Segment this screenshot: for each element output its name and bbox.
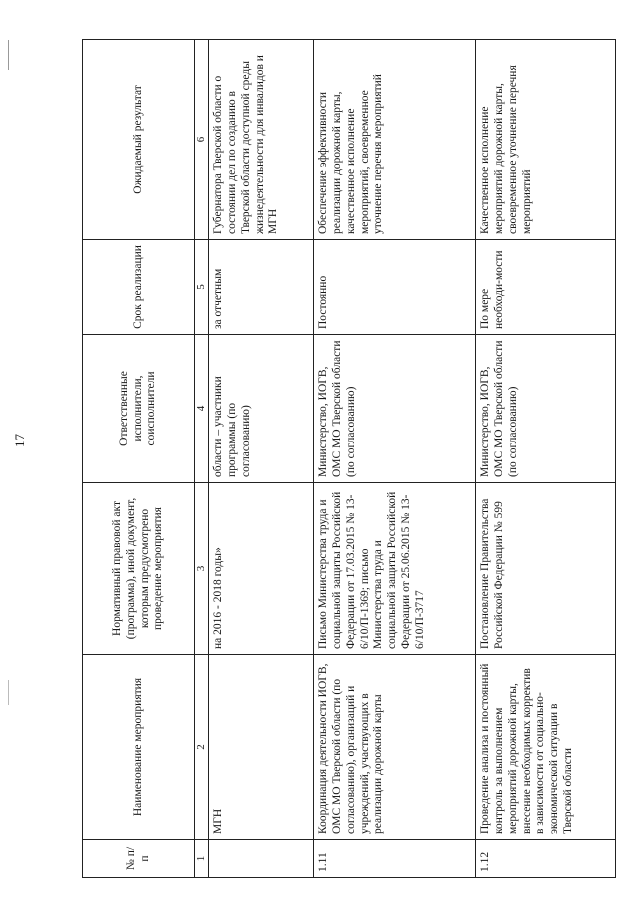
column-number: 4	[195, 335, 209, 483]
events-table	[82, 39, 616, 878]
row-result: Обеспечение эффективности реализации дорожной карты, качественное исполнение мероприятий, своевременное уточнение перечня мероприятий	[314, 40, 476, 240]
page-number: 17	[12, 434, 27, 447]
column-number: 3	[195, 483, 209, 655]
table-row	[314, 40, 476, 878]
row-num: 1.12	[476, 840, 616, 878]
table-row	[476, 40, 616, 878]
header-executors: Ответственные исполнители, соисполнители	[83, 335, 195, 483]
row-name: Проведение анализа и постоянный контроль за выполнением мероприятий дорожной карты, внесение необходимых корректив в зависимости от социально-экономической ситуации в Тверской области	[476, 655, 616, 840]
column-number: 6	[195, 40, 209, 240]
header-act: Нормативный правовой акт (программа), иной документ, которым предусмотрено проведение мероприятия	[83, 483, 195, 655]
table-header-row	[83, 40, 195, 878]
column-number-row	[195, 40, 209, 878]
row-name: МГН	[209, 655, 314, 840]
column-number: 1	[195, 840, 209, 878]
header-term: Срок реализации	[83, 240, 195, 335]
row-term: за отчетным	[209, 240, 314, 335]
row-term: По мере необходи-мости	[476, 240, 616, 335]
row-result: Качественное исполнение мероприятий дорожной карты, своевременное уточнение перечня мероприятий	[476, 40, 616, 240]
header-result: Ожидаемый результат	[83, 40, 195, 240]
row-act: Письмо Министерства труда и социальной защиты Российской Федерации от 17.03.2015 № 13-6/10/П-1369; письмо Министерства труда и социальной защиты Российской Федерации от 25.06.2015 № 13-6/10/П-3717	[314, 483, 476, 655]
row-result: Губернатора Тверской области о состоянии дел по созданию в Тверской области доступной среды жизнедеятельности для инвалидов и МГН	[209, 40, 314, 240]
row-term: Постоянно	[314, 240, 476, 335]
row-name: Координация деятельности ИОГВ, ОМС МО Тверской области (по согласованию), организаций и учреждений, участвующих в реализации дорожной карты	[314, 655, 476, 840]
column-number: 5	[195, 240, 209, 335]
rotated-table-container	[82, 40, 615, 878]
row-executors: Министерство, ИОГВ, ОМС МО Тверской области (по согласованию)	[314, 335, 476, 483]
column-number: 2	[195, 655, 209, 840]
table-row	[209, 40, 314, 878]
header-num: № п/п	[83, 840, 195, 878]
row-num: 1.11	[314, 840, 476, 878]
row-executors: области – участники программы (по согласованию)	[209, 335, 314, 483]
row-act: на 2016 - 2018 годы»	[209, 483, 314, 655]
row-act: Постановление Правительства Российской Федерации № 599	[476, 483, 616, 655]
header-name: Наименование мероприятия	[83, 655, 195, 840]
margin-mark	[8, 40, 9, 70]
row-executors: Министерство, ИОГВ, ОМС МО Тверской области (по согласованию)	[476, 335, 616, 483]
margin-mark	[8, 680, 9, 705]
row-num	[209, 840, 314, 878]
